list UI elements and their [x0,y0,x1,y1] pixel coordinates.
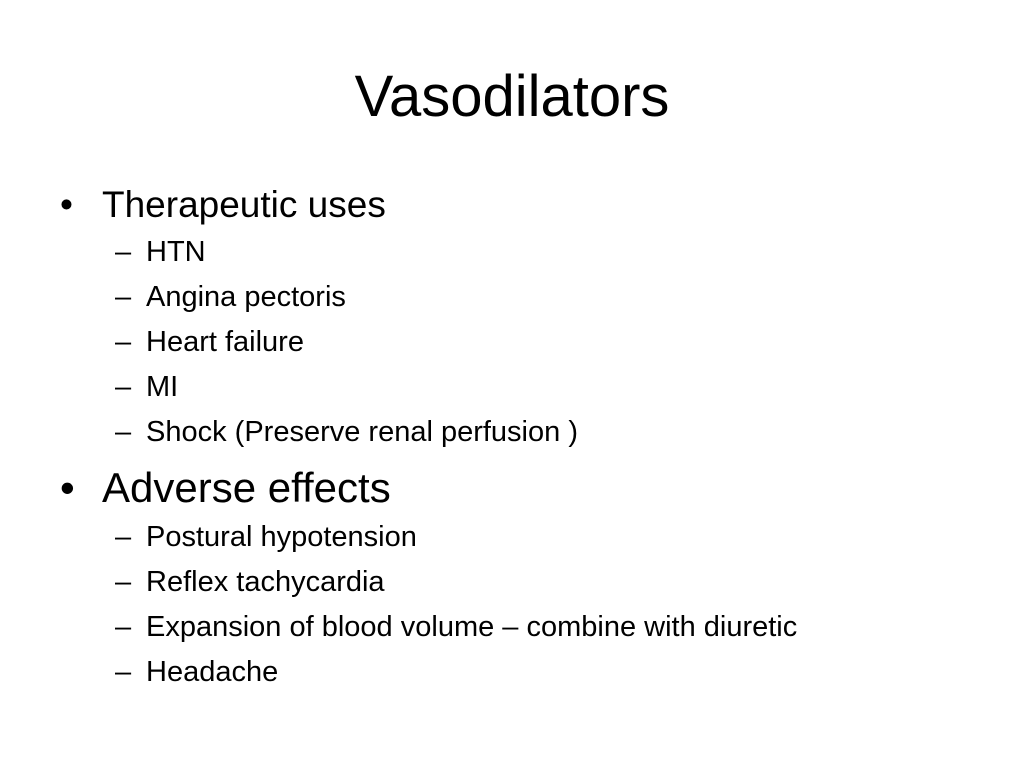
bullet-therapeutic-uses [60,180,980,230]
dash-icon: – [115,236,132,268]
sub-bullet-text: HTN [146,236,206,268]
sub-bullet-heart-failure [60,320,980,365]
bullet-heading: Therapeutic uses [102,184,386,225]
dash-icon: – [115,566,132,598]
bullet-heading: Adverse effects [102,464,391,511]
dash-icon: – [115,281,132,313]
dash-icon: – [115,611,132,643]
bullet-dot-icon: • [60,184,73,225]
sub-bullet-postural-hypotension [60,515,980,560]
slide-body [60,180,980,695]
sub-bullet-text: Angina pectoris [146,281,346,313]
bullet-dot-icon: • [60,464,75,511]
sub-bullet-text: Headache [146,656,279,688]
sub-bullet-reflex-tachycardia [60,560,980,605]
sub-bullet-htn [60,230,980,275]
sub-bullet-mi [60,365,980,410]
sub-bullet-text: Reflex tachycardia [146,566,385,598]
slide-title: Vasodilators [354,64,670,129]
sub-bullet-text: MI [146,371,179,403]
dash-icon: – [115,326,132,358]
sub-bullet-text: Postural hypotension [146,521,417,553]
bullet-adverse-effects [60,461,980,515]
sub-bullet-text: Expansion of blood volume – combine with diuretic [146,611,798,643]
sub-bullet-text: Heart failure [146,326,304,358]
sub-bullet-shock [60,410,980,455]
dash-icon: – [115,521,132,553]
dash-icon: – [115,656,132,688]
sub-bullet-angina [60,275,980,320]
sub-bullet-text: Shock (Preserve renal perfusion ) [146,416,578,448]
dash-icon: – [115,416,132,448]
dash-icon: – [115,371,132,403]
sub-bullet-headache [60,650,980,695]
sub-bullet-blood-volume [60,605,980,650]
